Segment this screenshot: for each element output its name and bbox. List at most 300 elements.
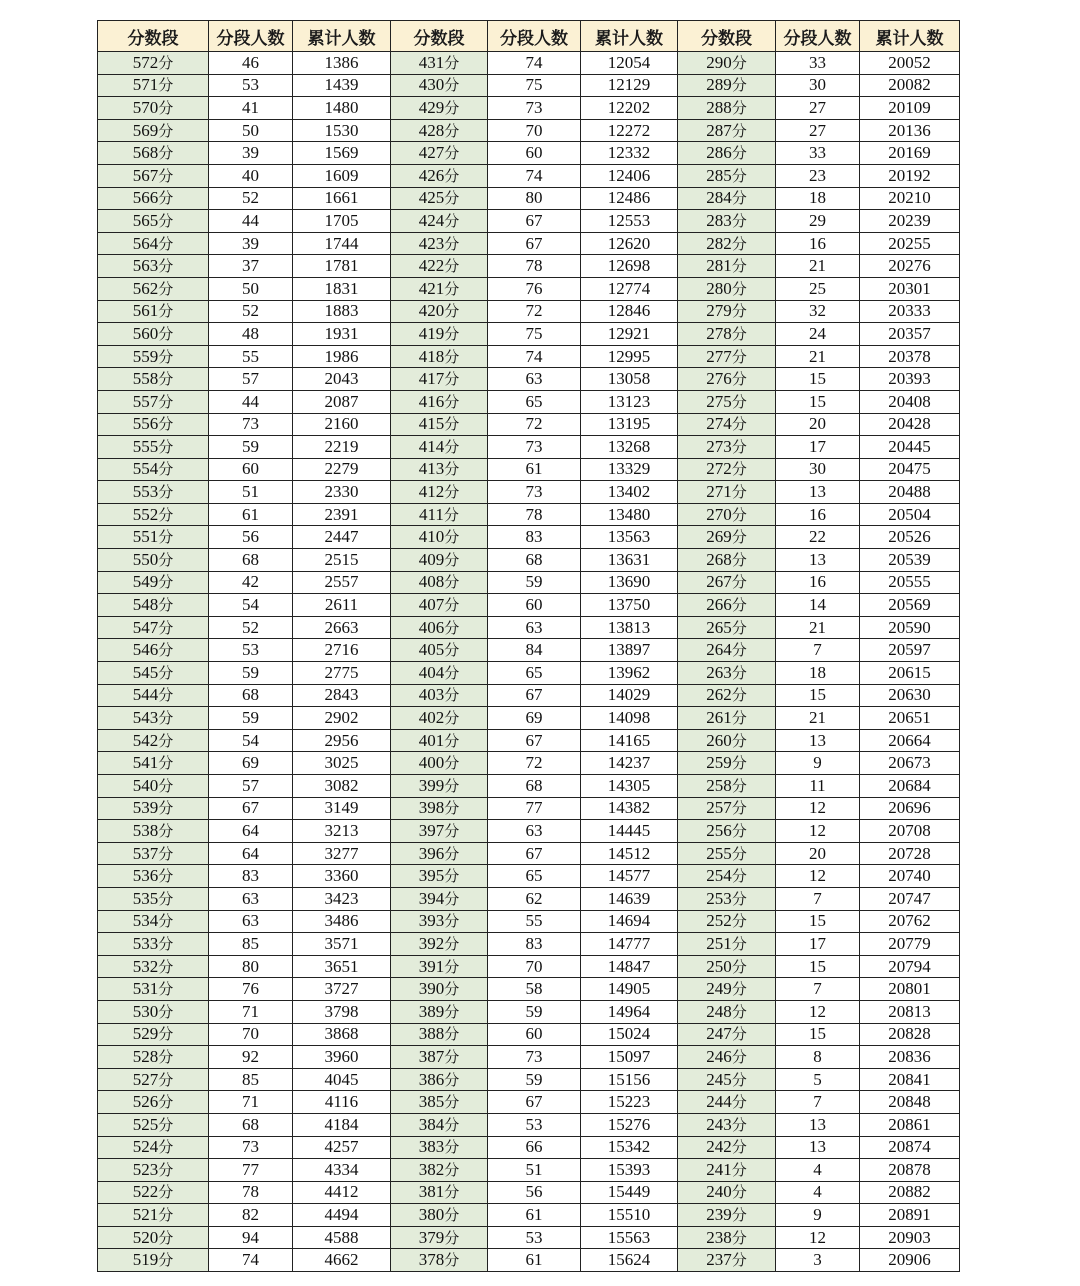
header-score-range: 分数段	[391, 21, 488, 52]
segment-count-cell: 7	[776, 887, 860, 910]
score-distribution-sheet	[97, 20, 959, 1272]
score-unit: 分	[731, 934, 747, 953]
score-cell	[98, 323, 209, 346]
segment-count-cell: 42	[209, 571, 293, 594]
score-value: 571	[132, 75, 159, 95]
segment-count-cell: 16	[776, 232, 860, 255]
score-unit: 分	[731, 76, 747, 95]
score-cell	[391, 1159, 488, 1182]
score-value: 288	[706, 97, 732, 117]
score-cell	[391, 1181, 488, 1204]
score-unit: 分	[444, 121, 460, 140]
segment-count-cell: 63	[488, 616, 581, 639]
cumulative-count-cell: 4588	[293, 1226, 391, 1249]
score-unit: 分	[158, 1138, 174, 1157]
score-value: 239	[706, 1205, 732, 1225]
table-row	[98, 616, 960, 639]
cumulative-count-cell: 1831	[293, 277, 391, 300]
score-unit: 分	[158, 189, 174, 208]
segment-count-cell: 82	[209, 1204, 293, 1227]
table-row	[98, 775, 960, 798]
score-unit: 分	[731, 1047, 747, 1066]
cumulative-count-cell: 1986	[293, 345, 391, 368]
cumulative-count-cell: 1661	[293, 187, 391, 210]
cumulative-count-cell: 12332	[581, 142, 678, 165]
score-unit: 分	[731, 392, 747, 411]
score-cell	[678, 436, 776, 459]
score-unit: 分	[444, 144, 460, 163]
score-value: 277	[706, 346, 732, 366]
score-cell	[391, 323, 488, 346]
score-unit: 分	[731, 821, 747, 840]
score-value: 411	[419, 504, 444, 524]
score-unit: 分	[731, 776, 747, 795]
table-row	[98, 549, 960, 572]
score-cell	[678, 639, 776, 662]
score-unit: 分	[731, 980, 747, 999]
score-cell	[678, 345, 776, 368]
segment-count-cell: 68	[209, 684, 293, 707]
cumulative-count-cell: 14165	[581, 729, 678, 752]
table-row	[98, 413, 960, 436]
score-value: 430	[418, 75, 445, 95]
score-value: 254	[706, 866, 732, 886]
score-unit: 分	[444, 166, 460, 185]
cumulative-count-cell: 12486	[581, 187, 678, 210]
score-unit: 分	[731, 1070, 747, 1089]
score-cell	[391, 255, 488, 278]
score-cell	[98, 368, 209, 391]
score-unit: 分	[158, 121, 174, 140]
table-row	[98, 752, 960, 775]
cumulative-count-cell: 20052	[860, 52, 960, 75]
score-cell	[678, 1046, 776, 1069]
score-cell	[98, 662, 209, 685]
score-cell	[98, 1204, 209, 1227]
score-cell	[391, 74, 488, 97]
segment-count-cell: 76	[209, 978, 293, 1001]
score-unit: 分	[158, 889, 174, 908]
score-value: 423	[418, 233, 445, 253]
cumulative-count-cell: 3651	[293, 955, 391, 978]
score-unit: 分	[158, 867, 174, 886]
table-row	[98, 390, 960, 413]
score-value: 378	[418, 1250, 445, 1270]
score-cell	[391, 707, 488, 730]
table-row	[98, 119, 960, 142]
segment-count-cell: 17	[776, 436, 860, 459]
segment-count-cell: 67	[488, 210, 581, 233]
table-row	[98, 1000, 960, 1023]
segment-count-cell: 67	[488, 232, 581, 255]
score-cell	[98, 1091, 209, 1114]
score-value: 522	[132, 1182, 159, 1202]
score-value: 422	[418, 256, 445, 276]
score-cell	[98, 526, 209, 549]
segment-count-cell: 7	[776, 978, 860, 1001]
score-cell	[391, 842, 488, 865]
score-cell	[391, 684, 488, 707]
cumulative-count-cell: 2611	[293, 594, 391, 617]
score-cell	[391, 978, 488, 1001]
score-value: 241	[706, 1159, 732, 1179]
cumulative-count-cell: 14639	[581, 887, 678, 910]
score-value: 265	[706, 617, 732, 637]
score-unit: 分	[158, 279, 174, 298]
score-unit: 分	[158, 1093, 174, 1112]
score-unit: 分	[731, 1093, 747, 1112]
score-unit: 分	[444, 211, 460, 230]
cumulative-count-cell: 14512	[581, 842, 678, 865]
segment-count-cell: 70	[209, 1023, 293, 1046]
score-cell	[391, 164, 488, 187]
score-cell	[98, 1136, 209, 1159]
score-unit: 分	[731, 709, 747, 728]
header-score-range: 分数段	[678, 21, 776, 52]
score-value: 269	[706, 527, 732, 547]
score-cell	[98, 842, 209, 865]
segment-count-cell: 74	[488, 52, 581, 75]
score-unit: 分	[731, 279, 747, 298]
score-value: 531	[132, 979, 159, 999]
segment-count-cell: 80	[209, 955, 293, 978]
segment-count-cell: 29	[776, 210, 860, 233]
score-value: 249	[706, 979, 732, 999]
table-row	[98, 277, 960, 300]
segment-count-cell: 7	[776, 639, 860, 662]
score-unit: 分	[444, 1070, 460, 1089]
segment-count-cell: 15	[776, 910, 860, 933]
score-cell	[98, 1023, 209, 1046]
score-value: 268	[706, 549, 732, 569]
score-value: 279	[706, 301, 732, 321]
score-cell	[98, 707, 209, 730]
score-unit: 分	[158, 776, 174, 795]
score-unit: 分	[158, 663, 174, 682]
segment-count-cell: 39	[209, 142, 293, 165]
table-row	[98, 1181, 960, 1204]
cumulative-count-cell: 1781	[293, 255, 391, 278]
score-cell	[391, 436, 488, 459]
segment-count-cell: 30	[776, 458, 860, 481]
score-cell	[98, 729, 209, 752]
segment-count-cell: 15	[776, 955, 860, 978]
score-value: 397	[418, 820, 445, 840]
score-cell	[98, 1181, 209, 1204]
table-row	[98, 1113, 960, 1136]
cumulative-count-cell: 2043	[293, 368, 391, 391]
score-unit: 分	[444, 234, 460, 253]
segment-count-cell: 73	[488, 436, 581, 459]
score-cell	[98, 52, 209, 75]
score-cell	[98, 142, 209, 165]
cumulative-count-cell: 20255	[860, 232, 960, 255]
score-unit: 分	[444, 731, 460, 750]
segment-count-cell: 73	[209, 1136, 293, 1159]
segment-count-cell: 20	[776, 842, 860, 865]
score-cell	[678, 887, 776, 910]
score-value: 283	[706, 210, 732, 230]
segment-count-cell: 21	[776, 255, 860, 278]
table-row	[98, 978, 960, 1001]
score-unit: 分	[158, 618, 174, 637]
score-value: 264	[706, 640, 732, 660]
score-cell	[391, 662, 488, 685]
score-value: 551	[132, 527, 159, 547]
score-unit: 分	[158, 799, 174, 818]
segment-count-cell: 51	[488, 1159, 581, 1182]
segment-count-cell: 50	[209, 277, 293, 300]
score-value: 557	[132, 391, 159, 411]
cumulative-count-cell: 2391	[293, 503, 391, 526]
score-unit: 分	[731, 731, 747, 750]
cumulative-count-cell: 15156	[581, 1068, 678, 1091]
header-row	[98, 21, 960, 52]
score-unit: 分	[158, 1183, 174, 1202]
score-cell	[391, 910, 488, 933]
score-value: 282	[706, 233, 732, 253]
score-value: 246	[706, 1046, 732, 1066]
score-cell	[678, 142, 776, 165]
score-cell	[391, 1000, 488, 1023]
cumulative-count-cell: 20109	[860, 97, 960, 120]
table-row	[98, 820, 960, 843]
score-unit: 分	[158, 934, 174, 953]
segment-count-cell: 58	[488, 978, 581, 1001]
score-unit: 分	[444, 821, 460, 840]
segment-count-cell: 51	[209, 481, 293, 504]
score-value: 546	[132, 640, 159, 660]
score-cell	[391, 458, 488, 481]
score-value: 533	[132, 933, 159, 953]
score-unit: 分	[158, 528, 174, 547]
cumulative-count-cell: 4334	[293, 1159, 391, 1182]
segment-count-cell: 59	[209, 662, 293, 685]
cumulative-count-cell: 2716	[293, 639, 391, 662]
score-unit: 分	[158, 460, 174, 479]
score-unit: 分	[731, 437, 747, 456]
cumulative-count-cell: 14847	[581, 955, 678, 978]
cumulative-count-cell: 12553	[581, 210, 678, 233]
score-value: 244	[706, 1092, 732, 1112]
score-value: 563	[132, 256, 159, 276]
score-cell	[98, 639, 209, 662]
cumulative-count-cell: 4662	[293, 1249, 391, 1272]
score-unit: 分	[444, 1183, 460, 1202]
score-value: 255	[706, 843, 732, 863]
score-unit: 分	[731, 1251, 747, 1270]
score-cell	[678, 1091, 776, 1114]
segment-count-cell: 77	[488, 797, 581, 820]
score-value: 389	[418, 1001, 445, 1021]
score-unit: 分	[731, 483, 747, 502]
score-cell	[391, 368, 488, 391]
cumulative-count-cell: 20779	[860, 933, 960, 956]
cumulative-count-cell: 13962	[581, 662, 678, 685]
cumulative-count-cell: 2775	[293, 662, 391, 685]
cumulative-count-cell: 15024	[581, 1023, 678, 1046]
cumulative-count-cell: 20794	[860, 955, 960, 978]
cumulative-count-cell: 1883	[293, 300, 391, 323]
score-unit: 分	[444, 596, 460, 615]
cumulative-count-cell: 20874	[860, 1136, 960, 1159]
score-cell	[98, 1249, 209, 1272]
score-value: 272	[706, 459, 732, 479]
segment-count-cell: 40	[209, 164, 293, 187]
cumulative-count-cell: 12054	[581, 52, 678, 75]
score-value: 532	[132, 956, 159, 976]
score-cell	[98, 571, 209, 594]
score-unit: 分	[444, 347, 460, 366]
score-unit: 分	[731, 370, 747, 389]
cumulative-count-cell: 20301	[860, 277, 960, 300]
score-value: 384	[418, 1114, 445, 1134]
score-unit: 分	[731, 347, 747, 366]
cumulative-count-cell: 13058	[581, 368, 678, 391]
score-unit: 分	[444, 415, 460, 434]
cumulative-count-cell: 2902	[293, 707, 391, 730]
segment-count-cell: 76	[488, 277, 581, 300]
score-value: 550	[132, 549, 159, 569]
segment-count-cell: 8	[776, 1046, 860, 1069]
segment-count-cell: 46	[209, 52, 293, 75]
segment-count-cell: 13	[776, 1136, 860, 1159]
score-unit: 分	[158, 957, 174, 976]
score-value: 553	[132, 482, 159, 502]
segment-count-cell: 20	[776, 413, 860, 436]
score-value: 414	[418, 436, 445, 456]
score-unit: 分	[158, 596, 174, 615]
score-cell	[391, 210, 488, 233]
segment-count-cell: 27	[776, 97, 860, 120]
header-cumulative-count: 累计人数	[860, 21, 960, 52]
cumulative-count-cell: 20504	[860, 503, 960, 526]
score-value: 278	[706, 323, 732, 343]
score-cell	[678, 1204, 776, 1227]
score-unit: 分	[731, 1228, 747, 1247]
score-cell	[98, 390, 209, 413]
score-cell	[391, 887, 488, 910]
score-value: 565	[132, 210, 159, 230]
table-row	[98, 1068, 960, 1091]
cumulative-count-cell: 13268	[581, 436, 678, 459]
header-segment-count: 分段人数	[776, 21, 860, 52]
segment-count-cell: 78	[488, 255, 581, 278]
score-cell	[98, 255, 209, 278]
score-cell	[391, 1068, 488, 1091]
score-value: 250	[706, 956, 732, 976]
score-unit: 分	[444, 799, 460, 818]
score-unit: 分	[158, 1251, 174, 1270]
score-cell	[391, 1091, 488, 1114]
score-cell	[391, 1046, 488, 1069]
cumulative-count-cell: 20590	[860, 616, 960, 639]
table-row	[98, 1023, 960, 1046]
cumulative-count-cell: 20728	[860, 842, 960, 865]
cumulative-count-cell: 15624	[581, 1249, 678, 1272]
score-value: 401	[418, 730, 445, 750]
cumulative-count-cell: 12774	[581, 277, 678, 300]
segment-count-cell: 59	[488, 1000, 581, 1023]
score-value: 562	[132, 278, 159, 298]
table-row	[98, 526, 960, 549]
score-value: 393	[418, 911, 445, 931]
score-cell	[678, 1068, 776, 1091]
score-value: 418	[418, 346, 445, 366]
score-unit: 分	[731, 1002, 747, 1021]
score-cell	[678, 571, 776, 594]
table-row	[98, 1249, 960, 1272]
score-cell	[678, 549, 776, 572]
segment-count-cell: 73	[209, 413, 293, 436]
score-value: 536	[132, 866, 159, 886]
score-cell	[391, 1023, 488, 1046]
cumulative-count-cell: 2447	[293, 526, 391, 549]
score-unit: 分	[158, 234, 174, 253]
score-value: 549	[132, 572, 159, 592]
cumulative-count-cell: 4494	[293, 1204, 391, 1227]
cumulative-count-cell: 3960	[293, 1046, 391, 1069]
score-value: 529	[132, 1024, 159, 1044]
cumulative-count-cell: 3360	[293, 865, 391, 888]
segment-count-cell: 54	[209, 594, 293, 617]
segment-count-cell: 92	[209, 1046, 293, 1069]
segment-count-cell: 73	[488, 481, 581, 504]
score-unit: 分	[731, 889, 747, 908]
score-unit: 分	[731, 53, 747, 72]
score-value: 548	[132, 595, 159, 615]
cumulative-count-cell: 20848	[860, 1091, 960, 1114]
table-row	[98, 910, 960, 933]
segment-count-cell: 67	[488, 842, 581, 865]
score-value: 428	[418, 120, 445, 140]
score-value: 542	[132, 730, 159, 750]
score-value: 245	[706, 1069, 732, 1089]
cumulative-count-cell: 14964	[581, 1000, 678, 1023]
score-value: 525	[132, 1114, 159, 1134]
score-unit: 分	[731, 505, 747, 524]
segment-count-cell: 72	[488, 300, 581, 323]
cumulative-count-cell: 12921	[581, 323, 678, 346]
score-cell	[98, 887, 209, 910]
segment-count-cell: 33	[776, 142, 860, 165]
score-value: 547	[132, 617, 159, 637]
score-unit: 分	[158, 392, 174, 411]
score-value: 534	[132, 911, 159, 931]
score-unit: 分	[158, 257, 174, 276]
score-unit: 分	[731, 596, 747, 615]
cumulative-count-cell: 20801	[860, 978, 960, 1001]
segment-count-cell: 65	[488, 865, 581, 888]
score-value: 566	[132, 188, 159, 208]
cumulative-count-cell: 1439	[293, 74, 391, 97]
score-value: 526	[132, 1092, 159, 1112]
score-unit: 分	[731, 844, 747, 863]
score-unit: 分	[158, 144, 174, 163]
segment-count-cell: 52	[209, 616, 293, 639]
cumulative-count-cell: 2160	[293, 413, 391, 436]
score-value: 275	[706, 391, 732, 411]
table-row	[98, 797, 960, 820]
score-cell	[678, 865, 776, 888]
segment-count-cell: 72	[488, 413, 581, 436]
score-cell	[98, 164, 209, 187]
table-row	[98, 97, 960, 120]
score-cell	[391, 729, 488, 752]
score-value: 570	[132, 97, 159, 117]
score-cell	[678, 1000, 776, 1023]
table-row	[98, 933, 960, 956]
